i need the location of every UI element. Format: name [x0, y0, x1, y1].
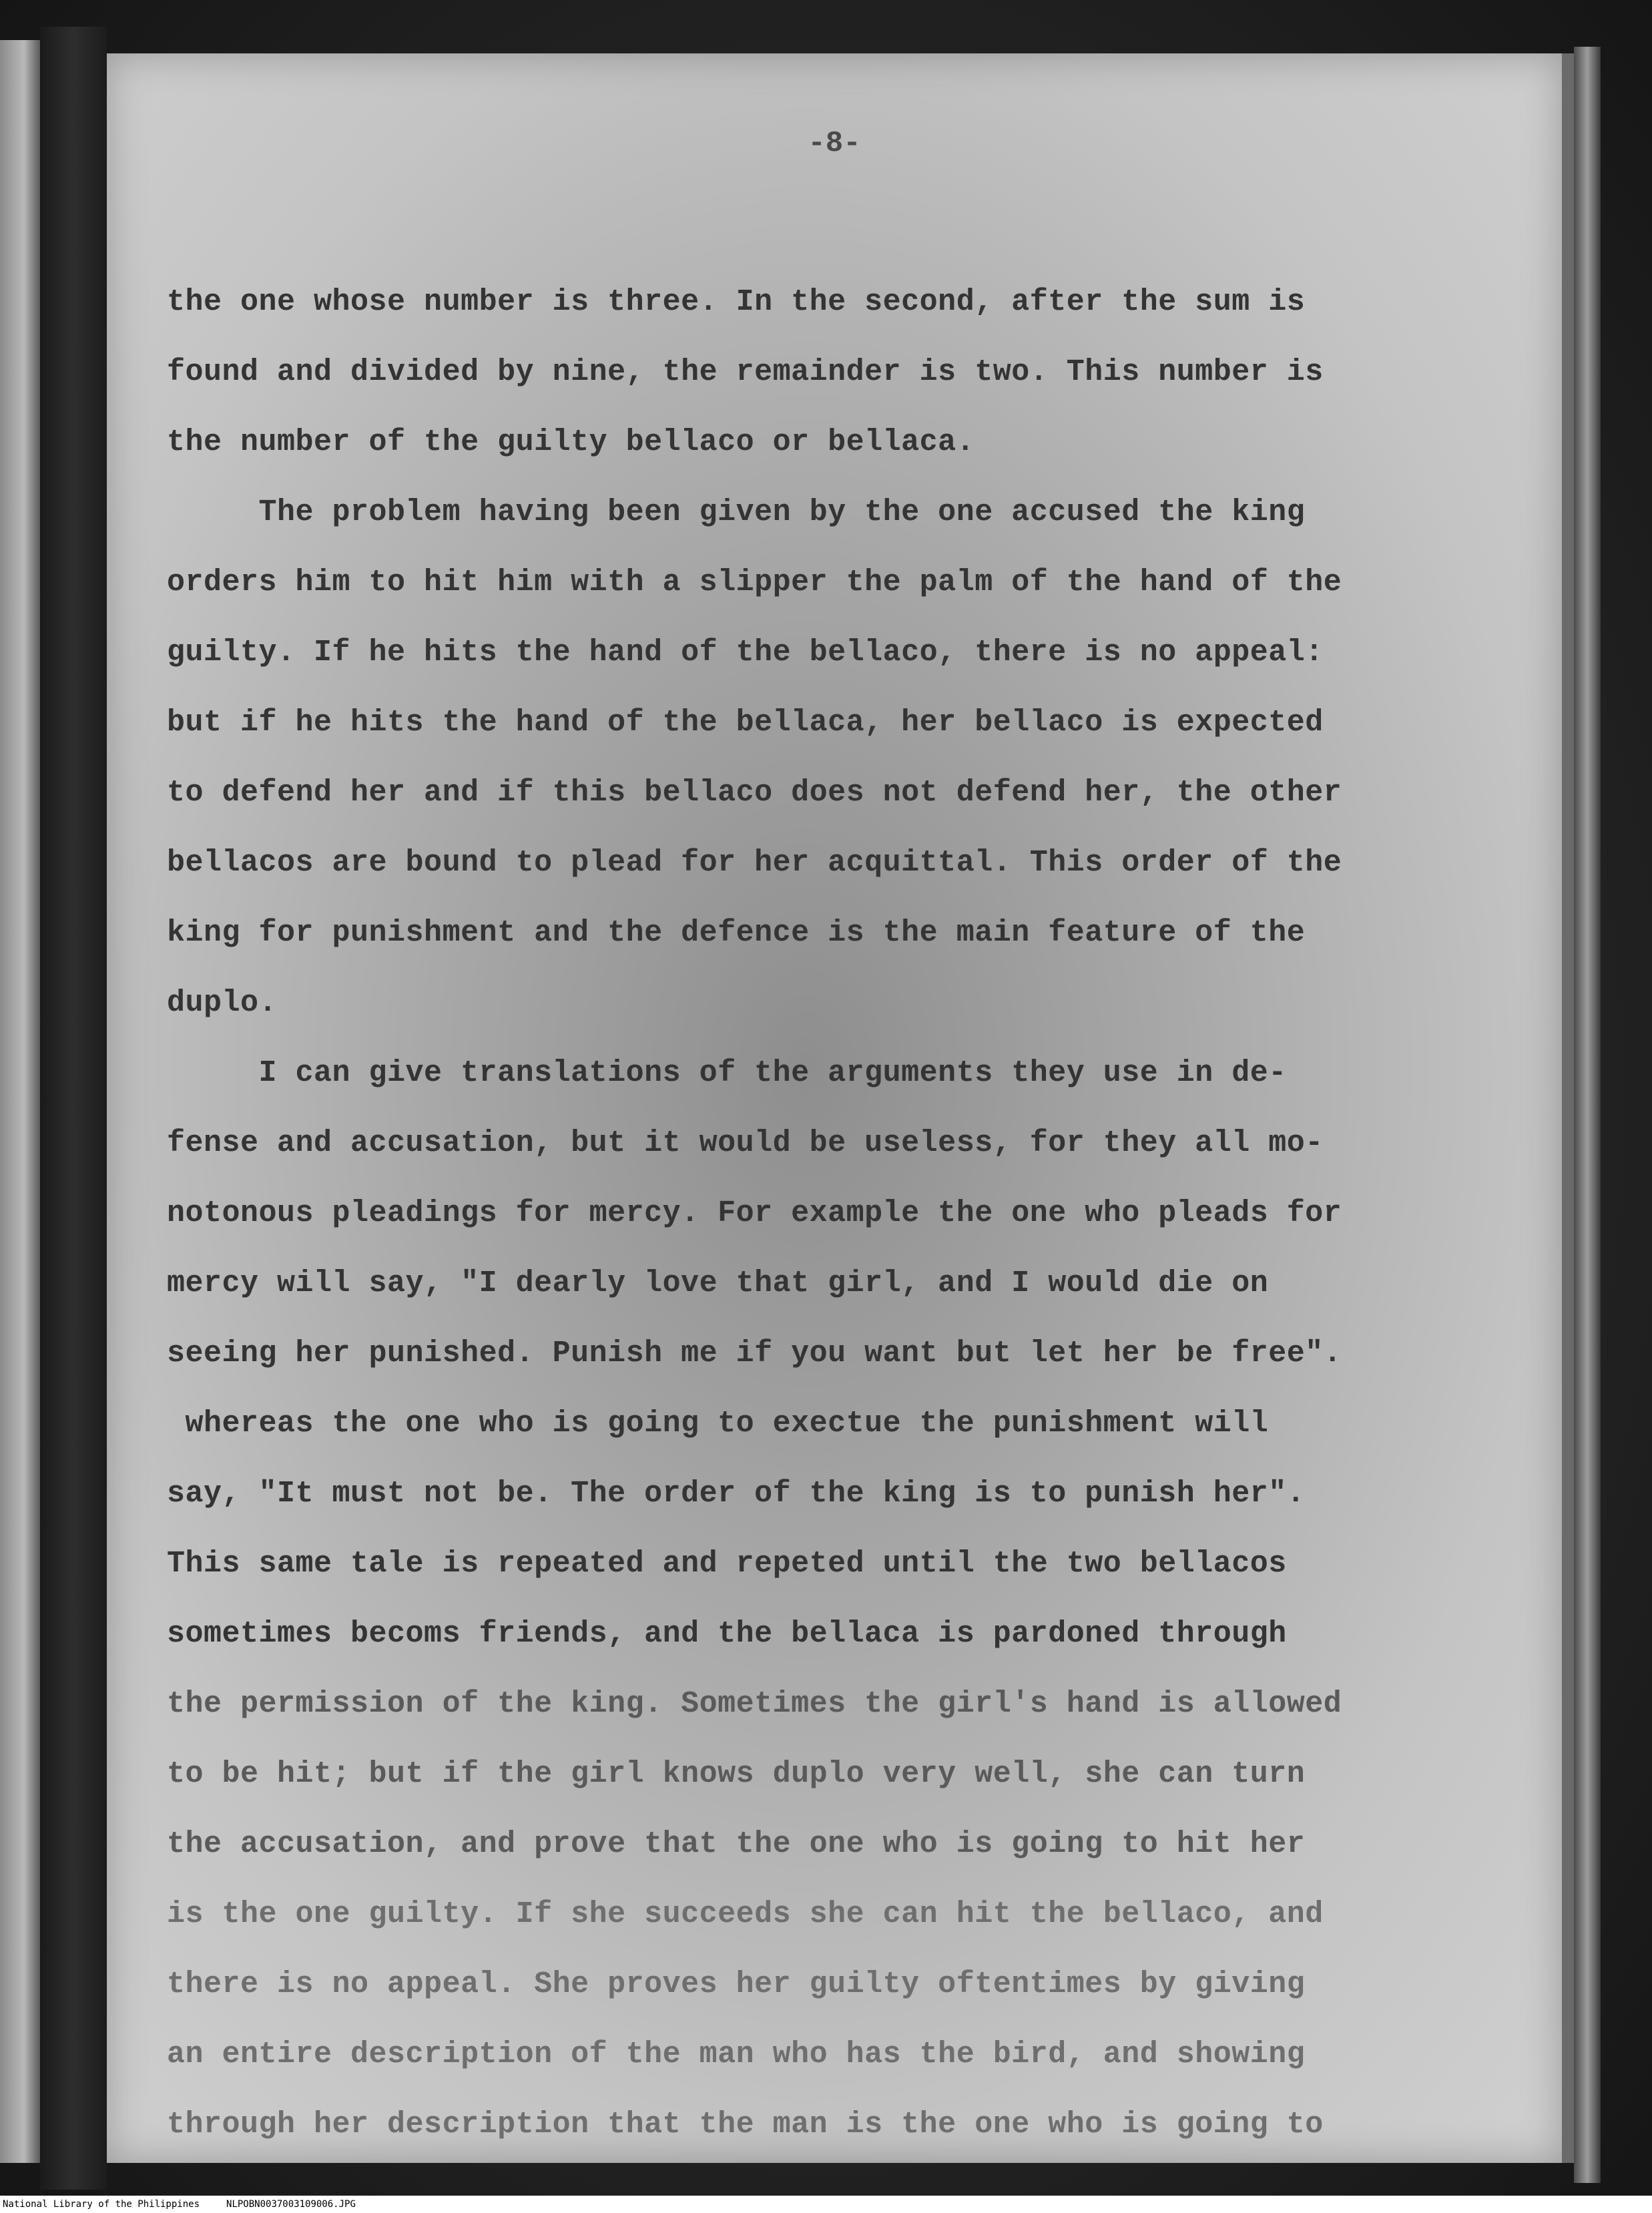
text-line: say, "It must not be. The order of the king is to punish her". — [167, 1477, 1306, 1511]
text-line: fense and accusation, but it would be useless, for they all mo- — [167, 1126, 1324, 1160]
text-line: there is no appeal. She proves her guilty oftentimes by giving — [167, 1967, 1306, 2001]
text-line: whereas the one who is going to exectue the punishment will — [167, 1407, 1269, 1441]
text-line: This same tale is repeated and repeted until the two bellacos — [167, 1547, 1287, 1581]
text-line: the permission of the king. Sometimes the girl's hand is allowed — [167, 1687, 1342, 1721]
text-line: bellacos are bound to plead for her acquittal. This order of the — [167, 846, 1342, 880]
text-line: notonous pleadings for mercy. For example the one who pleads for — [167, 1196, 1342, 1230]
page-number: -8- — [808, 127, 861, 160]
text-line: the number of the guilty bellaco or bellaca. — [167, 425, 975, 459]
text-line: orders him to hit him with a slipper the palm of the hand of the — [167, 565, 1342, 599]
text-line: sometimes becoms friends, and the bellaca is pardoned through — [167, 1617, 1287, 1651]
text-line: the accusation, and prove that the one who is going to hit her — [167, 1827, 1306, 1861]
text-line: to defend her and if this bellaco does not defend her, the other — [167, 776, 1342, 810]
text-line: king for punishment and the defence is the main feature of the — [167, 916, 1306, 950]
footer-file-name: NLPOBN0037003109006.JPG — [226, 2199, 356, 2210]
typed-text-body — [167, 267, 1495, 2160]
text-line: an entire description of the man who has the bird, and showing — [167, 2037, 1306, 2071]
footer-library: National Library of the Philippines — [3, 2199, 200, 2210]
text-line: mercy will say, "I dearly love that girl, and I would die on — [167, 1266, 1269, 1300]
text-line: duplo. — [167, 986, 278, 1020]
page-right-edge — [1574, 47, 1601, 2183]
text-line: The problem having been given by the one accused the king — [167, 495, 1306, 529]
text-line: but if he hits the hand of the bellaca, her bellaco is expected — [167, 706, 1324, 740]
binding-gutter — [40, 27, 107, 2190]
text-line: through her description that the man is the one who is going to — [167, 2108, 1324, 2142]
text-line: to be hit; but if the girl knows duplo very well, she can turn — [167, 1757, 1306, 1791]
text-line: seeing her punished. Punish me if you want but let her be free". — [167, 1336, 1342, 1371]
text-line: found and divided by nine, the remainder is two. This number is — [167, 355, 1324, 389]
text-line: I can give translations of the arguments they use in de- — [167, 1056, 1287, 1090]
adjacent-page-edge — [0, 40, 40, 2163]
scan-footer — [0, 2196, 1652, 2213]
text-line: guilty. If he hits the hand of the bellaco, there is no appeal: — [167, 636, 1324, 670]
text-line: is the one guilty. If she succeeds she can hit the bellaco, and — [167, 1897, 1324, 1931]
document-page — [107, 53, 1574, 2163]
text-line: the one whose number is three. In the second, after the sum is — [167, 285, 1306, 319]
